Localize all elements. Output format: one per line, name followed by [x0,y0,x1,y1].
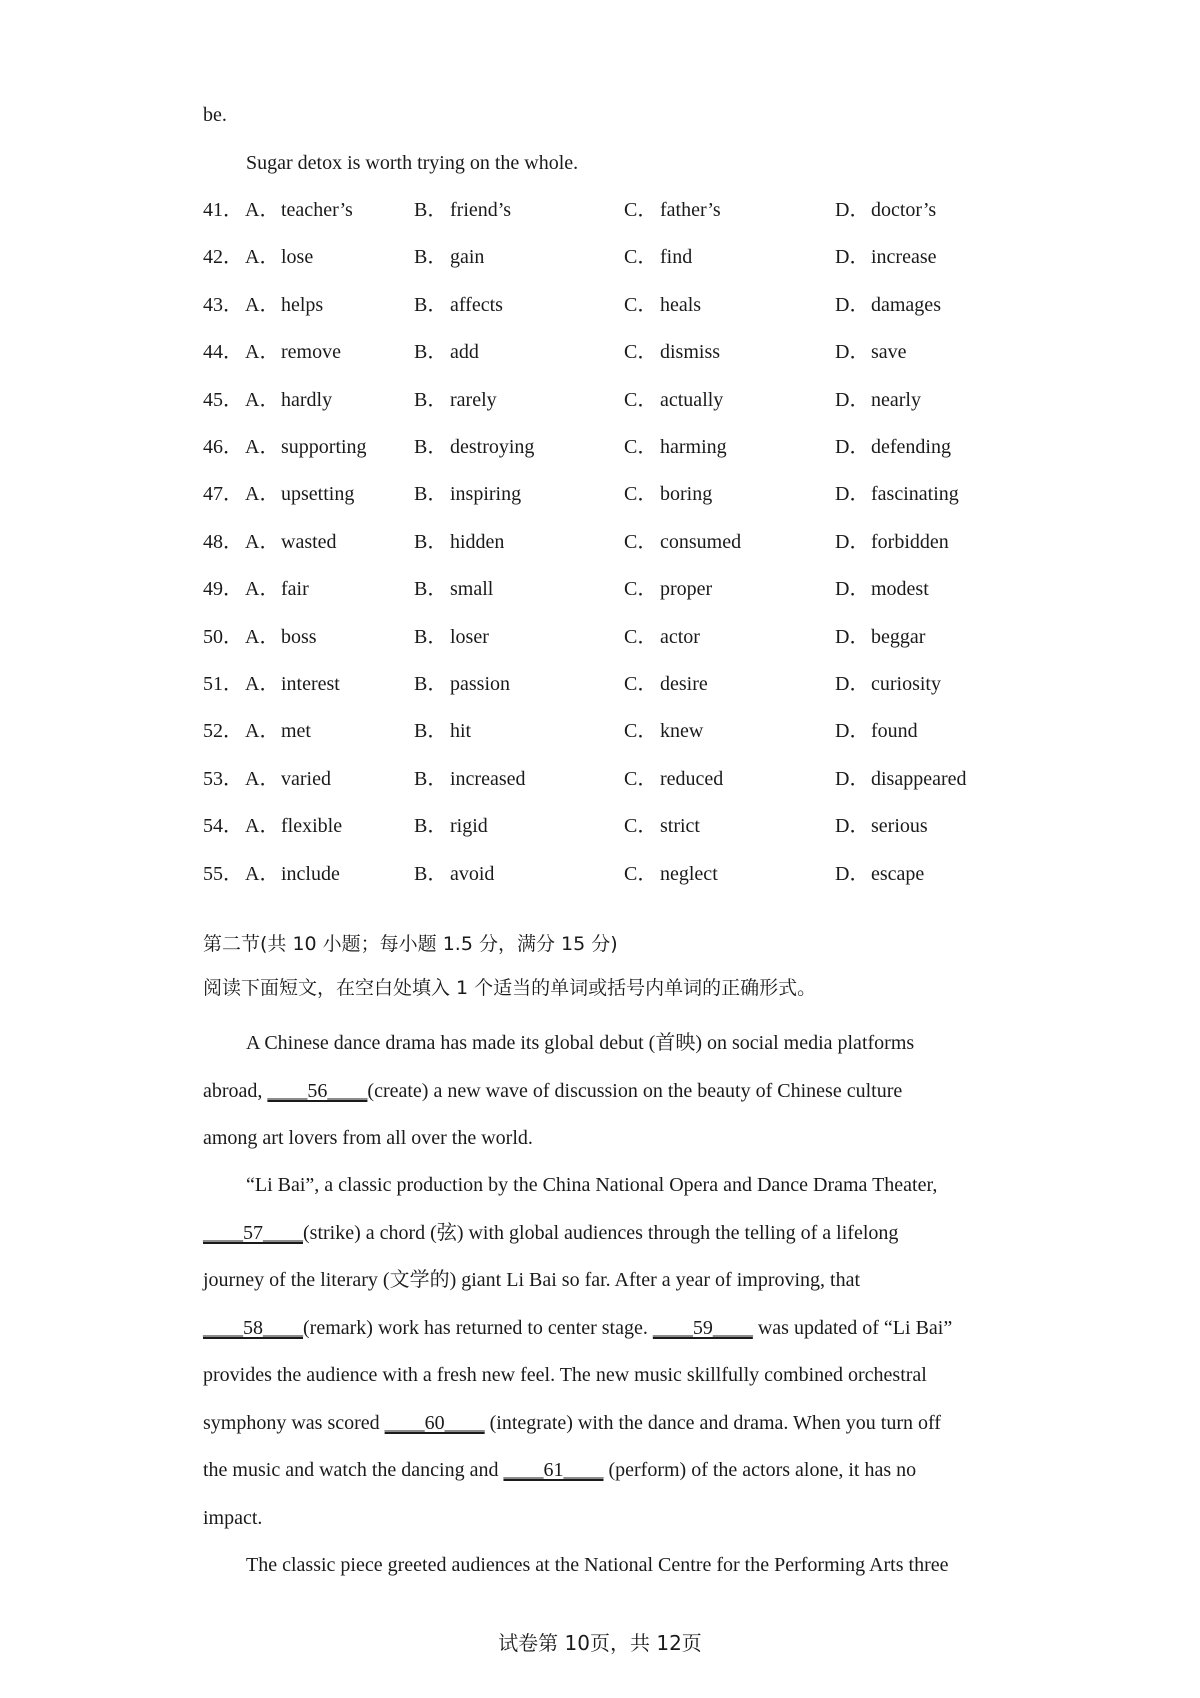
option-b[interactable]: affects [450,294,503,316]
option-c[interactable]: boring [660,483,713,505]
option-letter-d: D． [835,578,870,600]
option-letter-a: A． [245,815,280,837]
option-letter-c: C． [624,673,658,695]
passage-text: the music and watch the dancing and [203,1459,504,1481]
option-d[interactable]: increase [871,246,937,268]
option-letter-b: B． [414,483,448,505]
option-letter-b: B． [414,673,448,695]
option-c[interactable]: strict [660,815,700,837]
option-c[interactable]: actor [660,626,700,648]
passage-text: (strike) a chord (弦) with global audiences through the telling of a lifelong [303,1222,899,1244]
option-letter-a: A． [245,578,280,600]
question-number: 45． [203,389,243,411]
page-footer: 试卷第 10页，共 12页 [498,1631,702,1655]
option-letter-c: C． [624,720,658,742]
option-d[interactable]: save [871,341,907,363]
option-letter-a: A． [245,294,280,316]
option-d[interactable]: disappeared [871,768,967,790]
option-a[interactable]: teacher’s [281,199,353,221]
option-a[interactable]: lose [281,246,314,268]
option-letter-b: B． [414,531,448,553]
option-letter-d: D． [835,720,870,742]
passage-line: The classic piece greeted audiences at the National Centre for the Performing Arts three [246,1554,949,1576]
passage-line [203,1079,902,1103]
passage-line: among art lovers from all over the world. [203,1127,533,1149]
option-letter-d: D． [835,815,870,837]
option-letter-c: C． [624,341,658,363]
option-c[interactable]: neglect [660,863,718,885]
option-b[interactable]: gain [450,246,485,268]
option-a[interactable]: interest [281,673,340,695]
option-letter-d: D． [835,768,870,790]
option-letter-c: C． [624,626,658,648]
option-c[interactable]: knew [660,720,704,742]
option-d[interactable]: defending [871,436,951,458]
option-c[interactable]: reduced [660,768,724,790]
option-letter-a: A． [245,436,280,458]
option-d[interactable]: modest [871,578,929,600]
passage-line: “Li Bai”, a classic production by the China National Opera and Dance Drama Theater, [246,1174,938,1196]
question-number: 53． [203,768,243,790]
option-letter-c: C． [624,389,658,411]
question-number: 46． [203,436,243,458]
option-c[interactable]: consumed [660,531,742,553]
option-a[interactable]: varied [281,768,331,790]
passage-line: impact. [203,1507,263,1529]
option-letter-b: B． [414,578,448,600]
option-letter-b: B． [414,341,448,363]
passage-text: was updated of “Li Bai” [752,1317,953,1339]
option-b[interactable]: hidden [450,531,505,553]
option-b[interactable]: rarely [450,389,497,411]
option-letter-b: B． [414,199,448,221]
option-letter-d: D． [835,294,870,316]
option-c[interactable]: find [660,246,693,268]
option-letter-b: B． [414,768,448,790]
option-letter-d: D． [835,246,870,268]
question-number: 55． [203,863,243,885]
option-letter-d: D． [835,341,870,363]
option-letter-a: A． [245,389,280,411]
option-letter-a: A． [245,626,280,648]
option-d[interactable]: escape [871,863,925,885]
option-d[interactable]: forbidden [871,531,949,553]
intro-tail: be. [203,104,227,126]
option-letter-d: D． [835,199,870,221]
option-letter-c: C． [624,436,658,458]
option-letter-d: D． [835,531,870,553]
option-letter-d: D． [835,673,870,695]
option-a[interactable]: fair [281,578,309,600]
option-d[interactable]: damages [871,294,941,316]
blank-59[interactable]: ____59____ [652,1317,753,1339]
question-number: 49． [203,578,243,600]
passage-text: symphony was scored [203,1412,385,1434]
option-letter-d: D． [835,863,870,885]
blank-58[interactable]: ____58____ [203,1317,303,1339]
question-number: 43． [203,294,243,316]
passage-line [203,1458,916,1482]
option-c[interactable]: desire [660,673,708,695]
option-letter-c: C． [624,768,658,790]
option-letter-c: C． [624,531,658,553]
question-number: 47． [203,483,243,505]
option-c[interactable]: actually [660,389,724,411]
option-letter-c: C． [624,246,658,268]
option-b[interactable]: add [450,341,479,363]
question-number: 41． [203,199,243,221]
option-b[interactable]: small [450,578,494,600]
option-c[interactable]: proper [660,578,713,600]
passage-line [203,1411,941,1435]
option-b[interactable]: loser [450,626,489,648]
option-c[interactable]: dismiss [660,341,721,363]
option-c[interactable]: heals [660,294,702,316]
option-letter-b: B． [414,246,448,268]
question-number: 54． [203,815,243,837]
passage-text: (integrate) with the dance and drama. When you turn off [484,1412,941,1434]
option-a[interactable]: wasted [281,531,337,553]
option-a[interactable]: met [281,720,311,742]
option-d[interactable]: nearly [871,389,921,411]
option-d[interactable]: fascinating [871,483,959,505]
passage-line: provides the audience with a fresh new feel. The new music skillfully combined orchestral [203,1364,927,1386]
passage-text: abroad, [203,1080,268,1102]
option-b[interactable]: friend’s [450,199,512,221]
option-letter-b: B． [414,815,448,837]
section-heading: 第二节(共 10 小题；每小题 1.5 分，满分 15 分) [203,933,618,955]
option-letter-d: D． [835,389,870,411]
question-number: 51． [203,673,243,695]
question-number: 48． [203,531,243,553]
option-b[interactable]: increased [450,768,526,790]
option-letter-a: A． [245,341,280,363]
option-a[interactable]: hardly [281,389,333,411]
option-letter-b: B． [414,294,448,316]
option-letter-c: C． [624,199,658,221]
passage-line: A Chinese dance drama has made its global debut (首映) on social media platforms [246,1032,915,1054]
passage-line: journey of the literary (文学的) giant Li Bai so far. After a year of improving, that [203,1269,861,1291]
option-b[interactable]: avoid [450,863,495,885]
question-number: 50． [203,626,243,648]
option-letter-b: B． [414,626,448,648]
blank-61[interactable]: ____61____ [503,1459,604,1481]
option-b[interactable]: inspiring [450,483,522,505]
option-a[interactable]: boss [281,626,317,648]
option-letter-a: A． [245,863,280,885]
blank-60[interactable]: ____60____ [384,1412,485,1434]
option-a[interactable]: flexible [281,815,343,837]
option-b[interactable]: passion [450,673,510,695]
option-letter-d: D． [835,436,870,458]
passage-line [203,1221,898,1245]
option-d[interactable]: beggar [871,626,926,648]
option-b[interactable]: destroying [450,436,535,458]
option-letter-d: D． [835,483,870,505]
option-letter-c: C． [624,578,658,600]
passage-text: (remark) work has returned to center stage. [303,1317,653,1339]
option-letter-b: B． [414,863,448,885]
option-a[interactable]: upsetting [281,483,355,505]
option-letter-b: B． [414,436,448,458]
question-number: 44． [203,341,243,363]
blank-56[interactable]: ____56____ [267,1080,368,1102]
option-letter-c: C． [624,863,658,885]
option-c[interactable]: father’s [660,199,721,221]
option-a[interactable]: supporting [281,436,367,458]
option-letter-c: C． [624,483,658,505]
option-letter-a: A． [245,531,280,553]
option-letter-a: A． [245,199,280,221]
option-letter-a: A． [245,483,280,505]
option-b[interactable]: rigid [450,815,488,837]
question-number: 42． [203,246,243,268]
option-letter-a: A． [245,768,280,790]
option-a[interactable]: helps [281,294,324,316]
passage-text: (create) a new wave of discussion on the beauty of Chinese culture [367,1080,903,1102]
option-d[interactable]: serious [871,815,928,837]
blank-57[interactable]: ____57____ [203,1222,303,1244]
option-c[interactable]: harming [660,436,727,458]
option-d[interactable]: doctor’s [871,199,937,221]
option-letter-a: A． [245,246,280,268]
option-d[interactable]: found [871,720,918,742]
passage-line [203,1316,952,1340]
section-instruction: 阅读下面短文，在空白处填入 1 个适当的单词或括号内单词的正确形式。 [203,977,817,999]
passage-text: (perform) of the actors alone, it has no [603,1459,917,1481]
summary-sentence: Sugar detox is worth trying on the whole. [246,152,579,174]
option-d[interactable]: curiosity [871,673,941,695]
question-number: 52． [203,720,243,742]
option-letter-d: D． [835,626,870,648]
option-letter-b: B． [414,389,448,411]
option-letter-c: C． [624,815,658,837]
option-letter-a: A． [245,673,280,695]
option-a[interactable]: include [281,863,340,885]
option-a[interactable]: remove [281,341,341,363]
option-letter-a: A． [245,720,280,742]
option-letter-b: B． [414,720,448,742]
option-letter-c: C． [624,294,658,316]
option-b[interactable]: hit [450,720,472,742]
